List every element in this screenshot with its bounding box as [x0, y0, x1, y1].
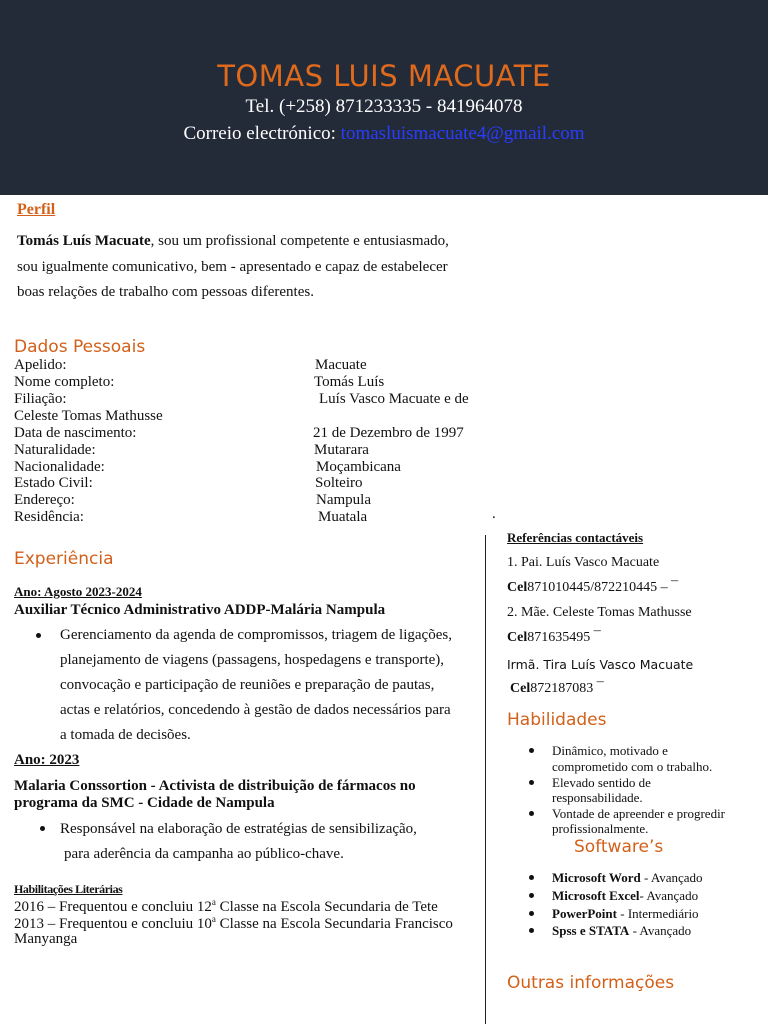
ref-2-name: 2. Mãe. Celeste Tomas Mathusse [507, 605, 692, 620]
job2-year: Ano: 2023 [14, 752, 80, 768]
software-spss-name: Spss e STATA [552, 923, 630, 938]
dados-label-residencia: Residência: [14, 509, 84, 525]
job2-line-1: Responsável na elaboração de estratégias de sensibilização, [60, 821, 417, 837]
column-divider [485, 535, 486, 1024]
software-item-spss [552, 923, 691, 939]
job1-line-2: planejamento de viagens (passagens, hospedagens e transporte), [60, 652, 445, 668]
ref-1-cel-value: 871010445/872210445 – ¯ [527, 580, 679, 595]
software-item-excel [552, 888, 698, 904]
job2-line-2: para aderência da campanha ao público-chave. [64, 846, 344, 862]
dados-value-nascimento: 21 de Dezembro de 1997 [313, 425, 464, 441]
habilidade-3-line-1: Vontade de apreender e progredir [552, 806, 726, 821]
hab2-post: Classe na Escola Secundaria Francisco [215, 916, 453, 932]
email-link[interactable]: tomasluismacuate4@gmail.com [340, 123, 585, 144]
software-bullet-4 [529, 928, 534, 933]
habilidade-1-line-2: comprometido com o trabalho. [552, 759, 713, 774]
dados-label-estado-civil: Estado Civil: [14, 475, 93, 491]
habilitacoes-title: Habilitações Literárias [14, 882, 123, 896]
ref-3-cel [510, 681, 604, 697]
dados-value-filiacao: Luís Vasco Macuate e de [319, 391, 469, 407]
perfil-line-3: boas relações de trabalho com pessoas diferentes. [17, 284, 314, 300]
perfil-line-1-text: , sou um profissional competente e entusiasmado, [150, 233, 449, 249]
software-powerpoint-name: PowerPoint [552, 906, 617, 921]
software-bullet-1 [529, 875, 534, 880]
software-bullet-2 [529, 893, 534, 898]
ref-1-cel-label: Cel [507, 580, 528, 595]
habilidades-title: Habilidades [507, 710, 607, 730]
email-line [0, 123, 768, 145]
job1-role: Auxiliar Técnico Administrativo ADDP-Malária Nampula [14, 602, 386, 618]
ref-3-cel-value: 872187083 ¯ [530, 681, 604, 696]
job1-year-label: Ano [14, 584, 38, 599]
habilidade-2-line-2: responsabilidade. [552, 790, 643, 805]
software-excel-level: - Avançado [639, 888, 699, 903]
job1-line-3: convocação e participação de reuniões e preparação de pautas, [60, 677, 435, 693]
ref-2-cel [507, 630, 601, 646]
dados-value-residencia: Muatala [318, 509, 368, 525]
job1-bullet [36, 633, 41, 638]
job1-line-1: Gerenciamento da agenda de compromissos, triagem de ligações, [60, 627, 452, 643]
job1-year-value: : Agosto 2023-2024 [37, 584, 142, 599]
perfil-title: Perfil [17, 201, 56, 218]
hab2-sup: a [211, 914, 216, 924]
habilidade-1-line-1: Dinâmico, motivado e [552, 743, 668, 758]
software-spss-level: - Avançado [629, 923, 692, 938]
referencias-title: Referências contactáveis [507, 530, 644, 545]
hab2-pre: 2013 – Frequentou e concluiu 10 [14, 916, 212, 932]
stray-dot: . [492, 506, 496, 522]
habilidade-3-line-2: profissionalmente. [552, 821, 649, 836]
dados-label-apelido: Apelido: [14, 357, 67, 373]
dados-value-apelido: Macuate [315, 357, 367, 373]
experiencia-title: Experiência [14, 549, 114, 569]
habilitacoes-line-3: Manyanga [14, 931, 78, 947]
dados-value-estado-civil: Solteiro [315, 475, 363, 491]
dados-value-nacionalidade: Moçambicana [316, 459, 401, 475]
ref-1-name: 1. Pai. Luís Vasco Macuate [507, 555, 660, 570]
job1-line-5: a tomada de decisões. [60, 727, 191, 743]
candidate-name: TOMAS LUIS MACUATE [217, 59, 551, 93]
software-word-name: Microsoft Word [552, 870, 641, 885]
dados-value-nome: Tomás Luís [314, 374, 385, 390]
ref-1-cel [507, 580, 678, 596]
outras-title: Outras informações [507, 973, 675, 993]
phone-line: Tel. (+258) 871233335 - 841964078 [245, 96, 523, 117]
perfil-name: Tomás Luís Macuate [17, 233, 151, 249]
dados-value-naturalidade: Mutarara [314, 442, 369, 458]
email-label: Correio electrónico: [183, 123, 341, 144]
software-title: Software’s [574, 837, 664, 857]
ref-2-cel-value: 871635495 ¯ [527, 630, 601, 645]
dados-label-naturalidade: Naturalidade: [14, 442, 96, 458]
hab1-pre: 2016 – Frequentou e concluiu 12 [14, 899, 212, 915]
software-excel-name: Microsoft Excel [552, 888, 640, 903]
dados-filiacao-cont: Celeste Tomas Mathusse [14, 408, 163, 424]
header-banner [0, 0, 768, 195]
software-powerpoint-level: - Intermediário [616, 906, 699, 921]
software-word-level: - Avançado [640, 870, 703, 885]
job2-role-1: Malaria Conssortion - Activista de distribuição de fármacos no [14, 778, 416, 794]
dados-label-nacionalidade: Nacionalidade: [14, 459, 105, 475]
perfil-line-1 [17, 233, 449, 250]
job1-year [14, 584, 142, 600]
habilitacoes-line-2 [14, 914, 453, 933]
habilidade-2-line-1: Elevado sentido de [552, 775, 651, 790]
dados-title: Dados Pessoais [14, 337, 146, 357]
software-bullet-3 [529, 911, 534, 916]
job2-bullet [40, 826, 45, 831]
job1-line-4: actas e relatórios, concedendo à gestão de dados necessários para [60, 702, 451, 718]
ref-2-cel-label: Cel [507, 630, 528, 645]
dados-label-nascimento: Data de nascimento: [14, 425, 137, 441]
ref-3-name: Irmã. Tira Luís Vasco Macuate [507, 657, 694, 672]
dados-value-endereco: Nampula [316, 492, 371, 508]
software-item-word [552, 870, 703, 886]
dados-label-endereco: Endereço: [14, 492, 75, 508]
habilidade-bullet-2 [529, 780, 534, 785]
hab1-post: Classe na Escola Secundaria de Tete [215, 899, 438, 915]
dados-label-filiacao: Filiação: [14, 391, 67, 407]
job2-role-2: programa da SMC - Cidade de Nampula [14, 795, 275, 811]
hab1-sup: a [211, 897, 216, 907]
perfil-line-2: sou igualmente comunicativo, bem - apresentado e capaz de estabelecer [17, 259, 448, 275]
habilidade-bullet-1 [529, 748, 534, 753]
habilidade-bullet-3 [529, 811, 534, 816]
ref-3-cel-label: Cel [510, 681, 531, 696]
dados-label-nome: Nome completo: [14, 374, 115, 390]
software-item-powerpoint [552, 906, 699, 922]
